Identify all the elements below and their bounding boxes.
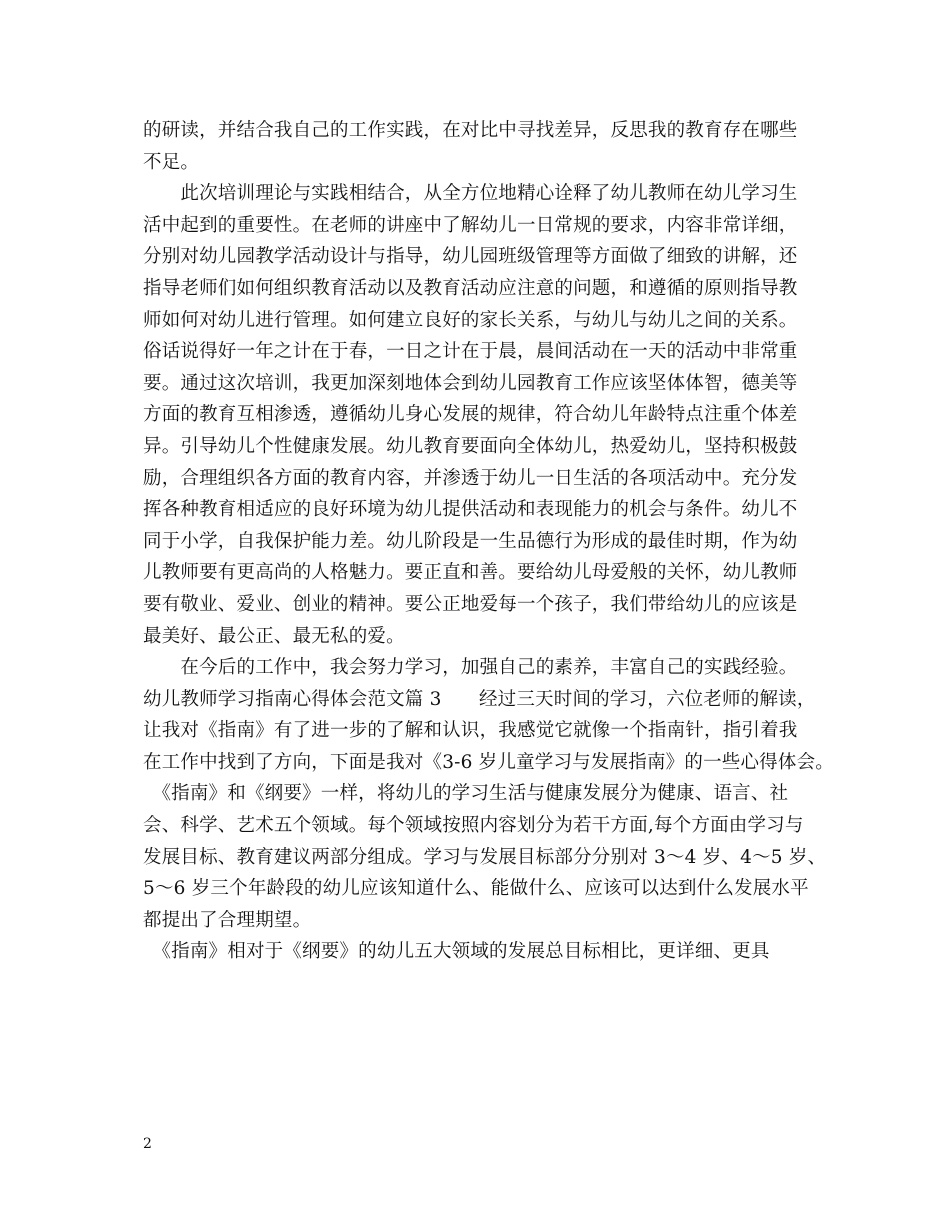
text-line: 《指南》和《纲要》一样，将幼儿的学习生活与健康发展分为健康、语言、社 bbox=[143, 783, 789, 805]
text-line: 发展目标、教育建议两部分组成。学习与发展目标部分分别对 3～4 岁、4～5 岁、 bbox=[143, 846, 827, 868]
text-line: 指导老师们如何组织教育活动以及教育活动应注意的问题，和遵循的原则指导教 bbox=[143, 277, 798, 299]
text-line: 要有敬业、爱业、创业的精神。要公正地爱每一个孩子，我们带给幼儿的应该是 bbox=[143, 593, 798, 615]
text-line: 都提出了合理期望。 bbox=[143, 909, 312, 931]
text-line: 分别对幼儿园教学活动设计与指导，幼儿园班级管理等方面做了细致的讲解，还 bbox=[143, 246, 798, 268]
text-line: 同于小学，自我保护能力差。幼儿阶段是一生品德行为形成的最佳时期，作为幼 bbox=[143, 530, 798, 552]
text-line: 要。通过这次培训，我更加深刻地体会到幼儿园教育工作应该坚体体智，德美等 bbox=[143, 372, 798, 394]
text-line: 此次培训理论与实践相结合，从全方位地精心诠释了幼儿教师在幼儿学习生 bbox=[143, 183, 798, 205]
body-text bbox=[143, 115, 834, 968]
text-line: 师如何对幼儿进行管理。如何建立良好的家长关系，与幼儿与幼儿之间的关系。 bbox=[143, 309, 798, 331]
text-line: 会、科学、艺术五个领域。每个领域按照内容划分为若干方面,每个方面由学习与 bbox=[143, 815, 804, 837]
text-line: 异。引导幼儿个性健康发展。幼儿教育要面向全体幼儿，热爱幼儿，坚持积极鼓 bbox=[143, 435, 798, 457]
text-line: 在工作中找到了方向，下面是我对《3-6 岁儿童学习与发展指南》的一些心得体会。 bbox=[143, 751, 834, 773]
text-line: 让我对《指南》有了进一步的了解和认识，我感觉它就像一个指南针，指引着我 bbox=[143, 720, 798, 742]
text-line: 最美好、最公正、最无私的爱。 bbox=[143, 625, 405, 647]
text-line: 励，合理组织各方面的教育内容，并渗透于幼儿一日生活的各项活动中。充分发 bbox=[143, 467, 798, 489]
text-line: 挥各种教育相适应的良好环境为幼儿提供活动和表现能力的机会与条件。幼儿不 bbox=[143, 499, 798, 521]
text-line: 《指南》相对于《纲要》的幼儿五大领域的发展总目标相比，更详细、更具 bbox=[143, 941, 770, 963]
text-line: 幼儿教师学习指南心得体会范文篇 3 经过三天时间的学习，六位老师的解读， bbox=[143, 688, 816, 710]
text-line: 方面的教育互相渗透，遵循幼儿身心发展的规律，符合幼儿年龄特点注重个体差 bbox=[143, 404, 798, 426]
page-number: 2 bbox=[143, 1136, 152, 1152]
text-line: 5～6 岁三个年龄段的幼儿应该知道什么、能做什么、应该可以达到什么发展水平 bbox=[143, 878, 809, 900]
text-line: 活中起到的重要性。在老师的讲座中了解幼儿一日常规的要求，内容非常详细， bbox=[143, 214, 798, 236]
text-line: 的研读，并结合我自己的工作实践，在对比中寻找差异，反思我的教育存在哪些 bbox=[143, 120, 798, 141]
text-line: 在今后的工作中，我会努力学习，加强自己的素养，丰富自己的实践经验。 bbox=[143, 657, 798, 679]
text-line: 俗话说得好一年之计在于春，一日之计在于晨，晨间活动在一天的活动中非常重 bbox=[143, 341, 798, 363]
text-line: 不足。 bbox=[143, 151, 200, 173]
text-line: 儿教师要有更高尚的人格魅力。要正直和善。要给幼儿母爱般的关怀，幼儿教师 bbox=[143, 562, 798, 584]
